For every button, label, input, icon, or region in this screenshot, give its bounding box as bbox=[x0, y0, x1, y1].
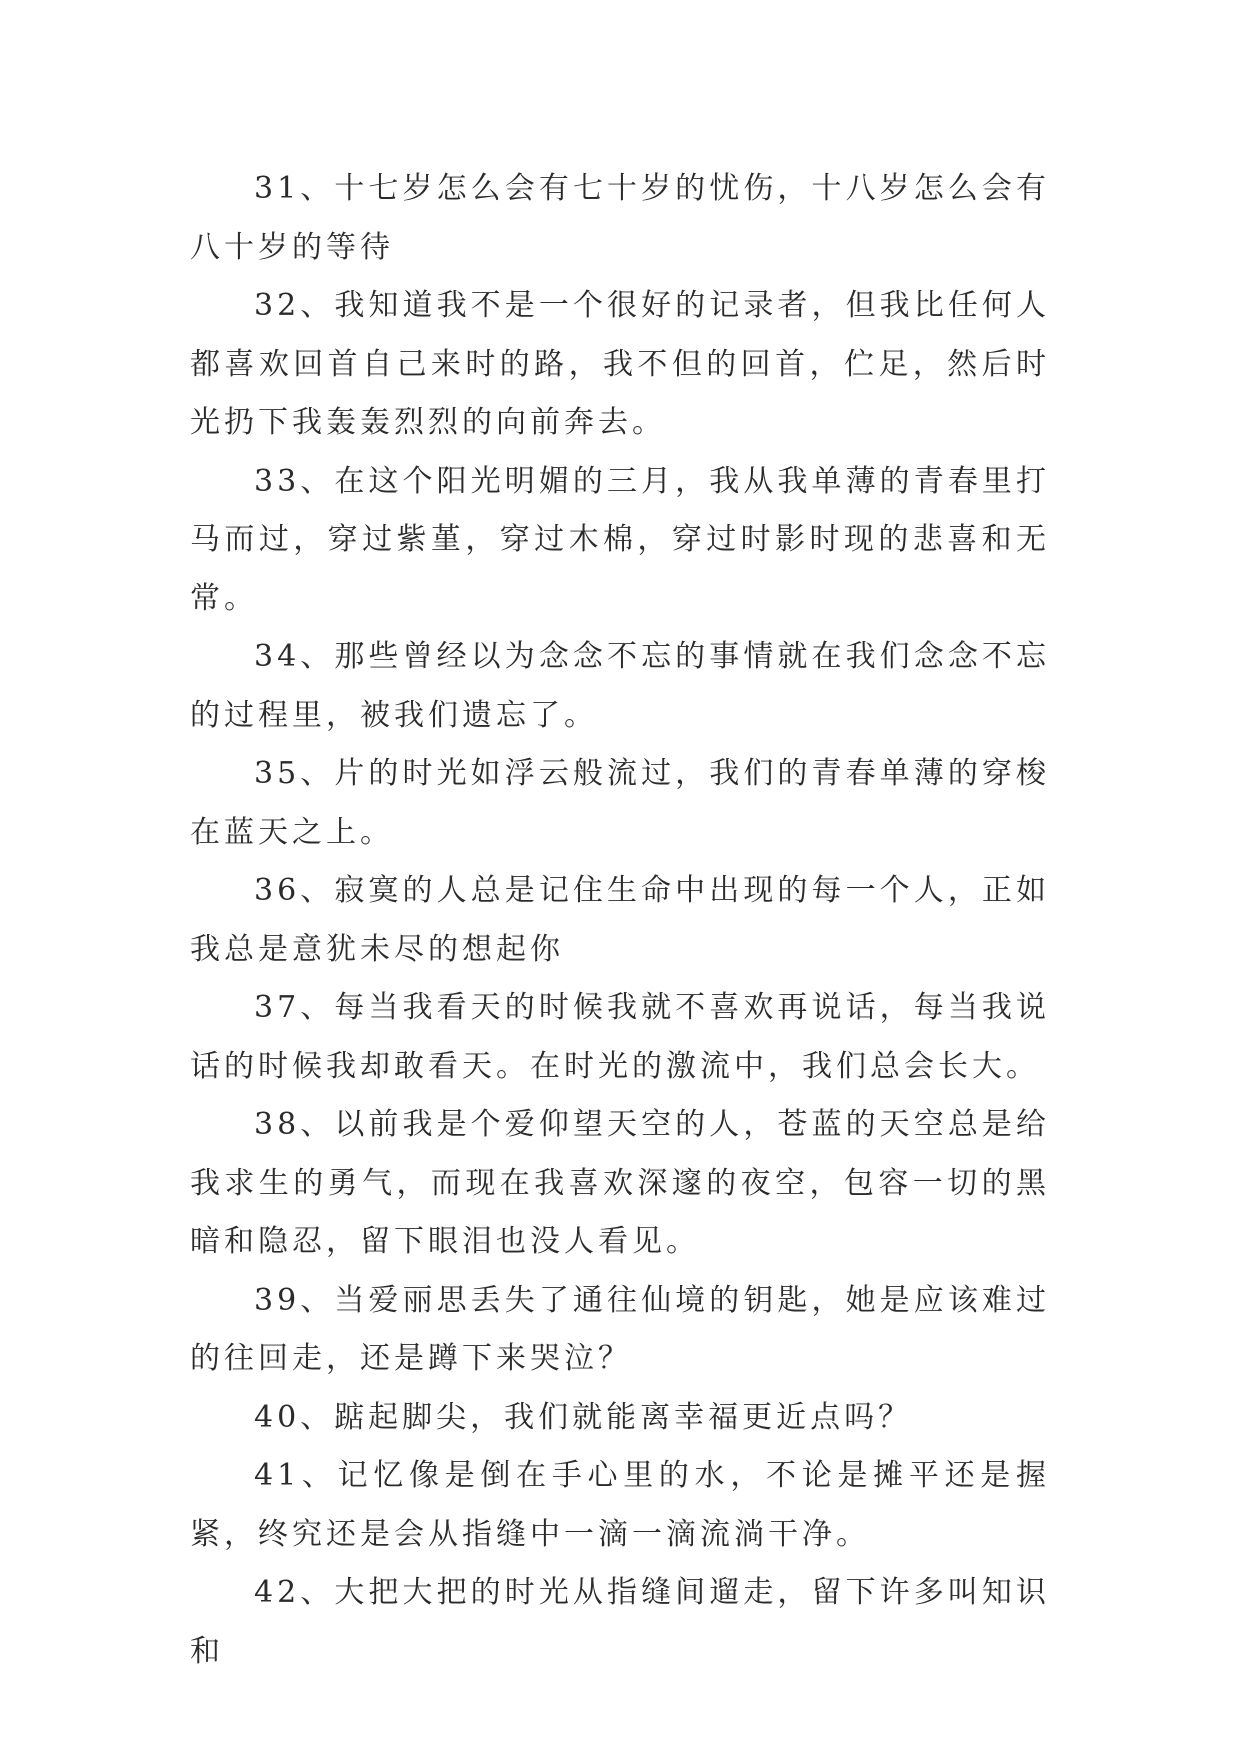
paragraph-41: 41、记忆像是倒在手心里的水，不论是摊平还是握紧，终究还是会从指缝中一滴一滴流淌干净。 bbox=[190, 1458, 1050, 1552]
paragraph-39: 39、当爱丽思丢失了通往仙境的钥匙，她是应该难过的往回走，还是蹲下来哭泣？ bbox=[190, 1282, 1050, 1376]
document-body bbox=[190, 160, 1050, 1681]
paragraph-35: 35、片的时光如浮云般流过，我们的青春单薄的穿梭在蓝天之上。 bbox=[190, 756, 1050, 850]
paragraph-40: 40、踮起脚尖，我们就能离幸福更近点吗？ bbox=[254, 1399, 913, 1435]
paragraph-36: 36、寂寞的人总是记住生命中出现的每一个人，正如我总是意犹未尽的想起你 bbox=[190, 873, 1050, 967]
paragraph-31: 31、十七岁怎么会有七十岁的忧伤，十八岁怎么会有八十岁的等待 bbox=[190, 171, 1050, 265]
paragraph-32: 32、我知道我不是一个很好的记录者，但我比任何人都喜欢回首自己来时的路，我不但的回首，伫足，然后时光扔下我轰轰烈烈的向前奔去。 bbox=[190, 288, 1050, 440]
paragraph-37: 37、每当我看天的时候我就不喜欢再说话，每当我说话的时候我却敢看天。在时光的激流中，我们总会长大。 bbox=[190, 990, 1050, 1084]
paragraph-34: 34、那些曾经以为念念不忘的事情就在我们念念不忘的过程里，被我们遗忘了。 bbox=[190, 639, 1050, 733]
paragraph-33: 33、在这个阳光明媚的三月，我从我单薄的青春里打马而过，穿过紫堇，穿过木棉，穿过时影时现的悲喜和无常。 bbox=[190, 463, 1050, 616]
paragraph-38: 38、以前我是个爱仰望天空的人，苍蓝的天空总是给我求生的勇气，而现在我喜欢深邃的夜空，包容一切的黑暗和隐忍，留下眼泪也没人看见。 bbox=[190, 1107, 1050, 1259]
paragraph-42: 42、大把大把的时光从指缝间遛走，留下许多叫知识和 bbox=[190, 1575, 1050, 1669]
